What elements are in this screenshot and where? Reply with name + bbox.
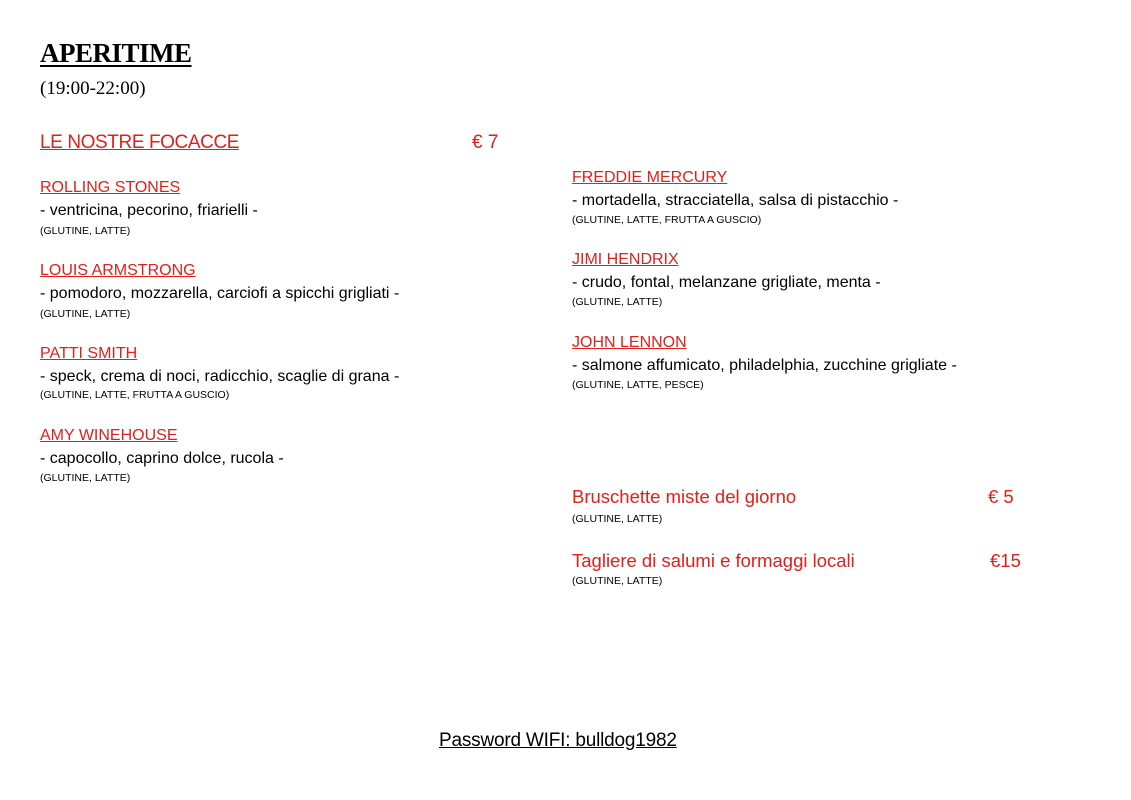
item-name: JOHN LENNON (572, 334, 687, 351)
item-name: ROLLING STONES (40, 179, 181, 196)
item-name: LOUIS ARMSTRONG (40, 262, 196, 279)
item-allergens: (GLUTINE, LATTE) (40, 225, 131, 237)
item-description: - mortadella, stracciatella, salsa di pistacchio - (572, 192, 899, 209)
extra-item-name: Bruschette miste del giorno (572, 486, 797, 507)
extra-item-price: € 5 (988, 486, 1014, 507)
item-description: - crudo, fontal, melanzane grigliate, menta - (572, 274, 881, 291)
item-allergens: (GLUTINE, LATTE, FRUTTA A GUSCIO) (40, 389, 230, 401)
service-hours: (19:00-22:00) (40, 78, 146, 99)
item-description: - speck, crema di noci, radicchio, scaglie di grana - (40, 368, 400, 385)
item-allergens: (GLUTINE, LATTE) (572, 296, 663, 308)
item-description: - pomodoro, mozzarella, carciofi a spicchi grigliati - (40, 285, 400, 302)
item-allergens: (GLUTINE, LATTE) (40, 472, 131, 484)
item-name: FREDDIE MERCURY (572, 169, 728, 186)
item-allergens: (GLUTINE, LATTE) (572, 575, 663, 587)
item-description: - salmone affumicato, philadelphia, zucchine grigliate - (572, 357, 957, 374)
item-description: - ventricina, pecorino, friarielli - (40, 202, 258, 219)
item-allergens: (GLUTINE, LATTE, FRUTTA A GUSCIO) (572, 214, 762, 226)
item-name: PATTI SMITH (40, 345, 138, 362)
item-allergens: (GLUTINE, LATTE, PESCE) (572, 379, 704, 391)
item-name: JIMI HENDRIX (572, 251, 679, 268)
focacce-heading: LE NOSTRE FOCACCE (40, 132, 240, 153)
extra-item-name: Tagliere di salumi e formaggi locali (572, 550, 855, 571)
item-allergens: (GLUTINE, LATTE) (572, 513, 663, 525)
wifi-password: Password WIFI: bulldog1982 (439, 730, 677, 751)
item-description: - capocollo, caprino dolce, rucola - (40, 450, 284, 467)
menu-title: APERITIME (40, 38, 192, 68)
menu-item (40, 179, 180, 197)
extra-item-price: €15 (990, 550, 1021, 571)
focacce-price: € 7 (472, 132, 499, 153)
item-name: AMY WINEHOUSE (40, 427, 178, 444)
item-allergens: (GLUTINE, LATTE) (40, 308, 131, 320)
